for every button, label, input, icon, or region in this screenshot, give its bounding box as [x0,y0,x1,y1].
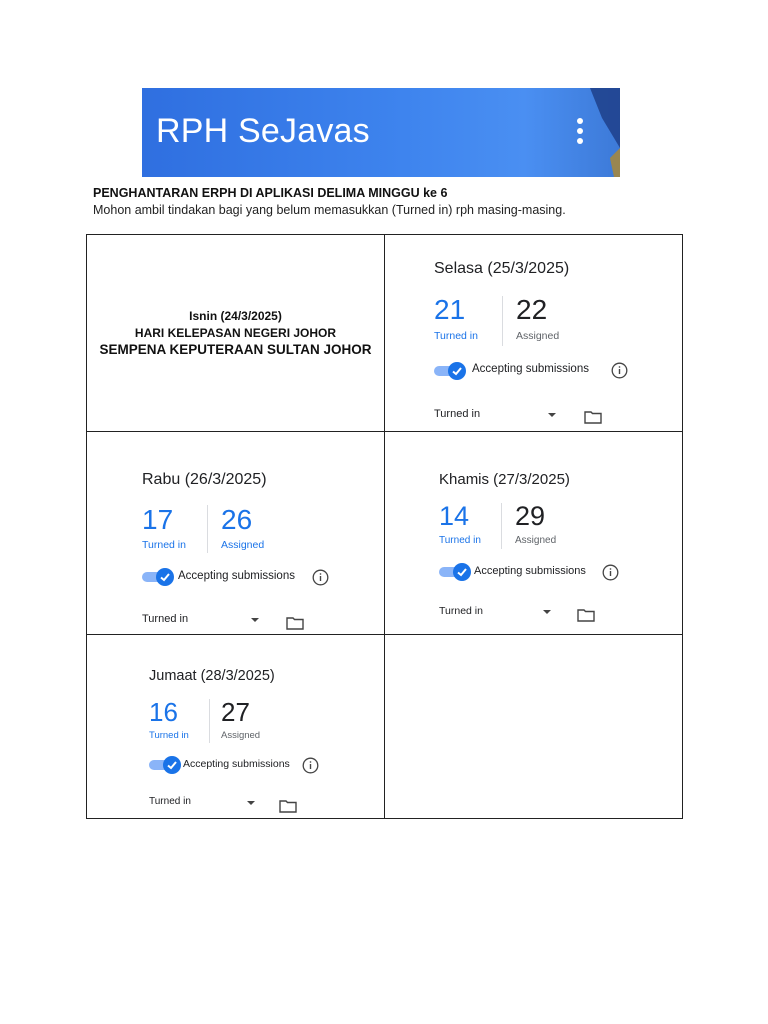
document-title: PENGHANTARAN ERPH DI APLIKASI DELIMA MINGGU ke 6 [93,186,448,200]
accepting-toggle[interactable] [434,362,468,380]
accepting-label: Accepting submissions [178,570,295,582]
assignment-card [149,668,369,818]
accepting-toggle[interactable] [439,563,473,581]
folder-icon[interactable] [584,410,602,424]
assignment-card [439,471,659,631]
accepting-label: Accepting submissions [472,363,589,375]
assignment-card [142,471,362,636]
turned-in-count[interactable]: 14 [439,501,470,531]
card-day: Jumaat (28/3/2025) [149,668,275,684]
submission-table [86,234,683,819]
assigned-label: Assigned [221,730,261,741]
accepting-label: Accepting submissions [183,758,290,770]
turned-in-count[interactable]: 16 [149,697,178,727]
stat-separator [209,699,210,743]
filter-dropdown[interactable]: Turned in [142,613,189,625]
holiday-cell [87,235,384,431]
assignment-card [434,260,654,425]
table-divider [87,431,682,432]
graduation-cap-icon [590,88,620,177]
dropdown-arrow-icon[interactable] [543,610,551,614]
accepting-label: Accepting submissions [474,565,586,577]
holiday-line1: HARI KELEPASAN NEGERI JOHOR [134,326,337,340]
stat-separator [501,503,502,549]
turned-in-label: Turned in [439,535,481,546]
dropdown-arrow-icon[interactable] [548,413,556,417]
turned-in-count[interactable]: 17 [142,504,174,535]
assigned-count[interactable]: 22 [516,294,548,325]
stat-separator [207,505,208,553]
folder-icon[interactable] [286,616,304,630]
card-day: Khamis (27/3/2025) [439,471,570,488]
empty-cell [385,635,682,818]
card-day: Selasa (25/3/2025) [434,260,570,277]
folder-icon[interactable] [279,799,297,813]
info-icon[interactable] [611,362,628,379]
info-icon[interactable] [312,569,329,586]
filter-dropdown[interactable]: Turned in [149,796,191,807]
dropdown-arrow-icon[interactable] [251,618,259,622]
accepting-toggle[interactable] [142,568,176,586]
info-icon[interactable] [302,757,319,774]
info-icon[interactable] [602,564,619,581]
banner [142,88,620,177]
dropdown-arrow-icon[interactable] [247,801,255,805]
assigned-label: Assigned [221,539,265,551]
assigned-count[interactable]: 27 [221,697,250,727]
folder-icon[interactable] [577,608,595,622]
turned-in-label: Turned in [434,330,478,342]
assigned-count[interactable]: 26 [221,504,253,535]
assigned-label: Assigned [515,535,557,546]
filter-dropdown[interactable]: Turned in [439,605,483,617]
stat-separator [502,296,503,346]
holiday-line2: SEMPENA KEPUTERAAN SULTAN JOHOR [99,342,372,357]
document-instruction: Mohon ambil tindakan bagi yang belum memasukkan (Turned in) rph masing-masing. [93,203,566,217]
assigned-count[interactable]: 29 [515,501,546,531]
filter-dropdown[interactable]: Turned in [434,408,481,420]
accepting-toggle[interactable] [149,756,183,774]
assigned-label: Assigned [516,330,560,342]
turned-in-count[interactable]: 21 [434,294,466,325]
card-day: Rabu (26/3/2025) [142,471,267,488]
turned-in-label: Turned in [142,539,186,551]
banner-title: RPH SeJavas [156,112,370,150]
turned-in-label: Turned in [149,730,189,741]
more-vert-icon[interactable] [576,118,584,148]
holiday-date: Isnin (24/3/2025) [189,309,282,323]
